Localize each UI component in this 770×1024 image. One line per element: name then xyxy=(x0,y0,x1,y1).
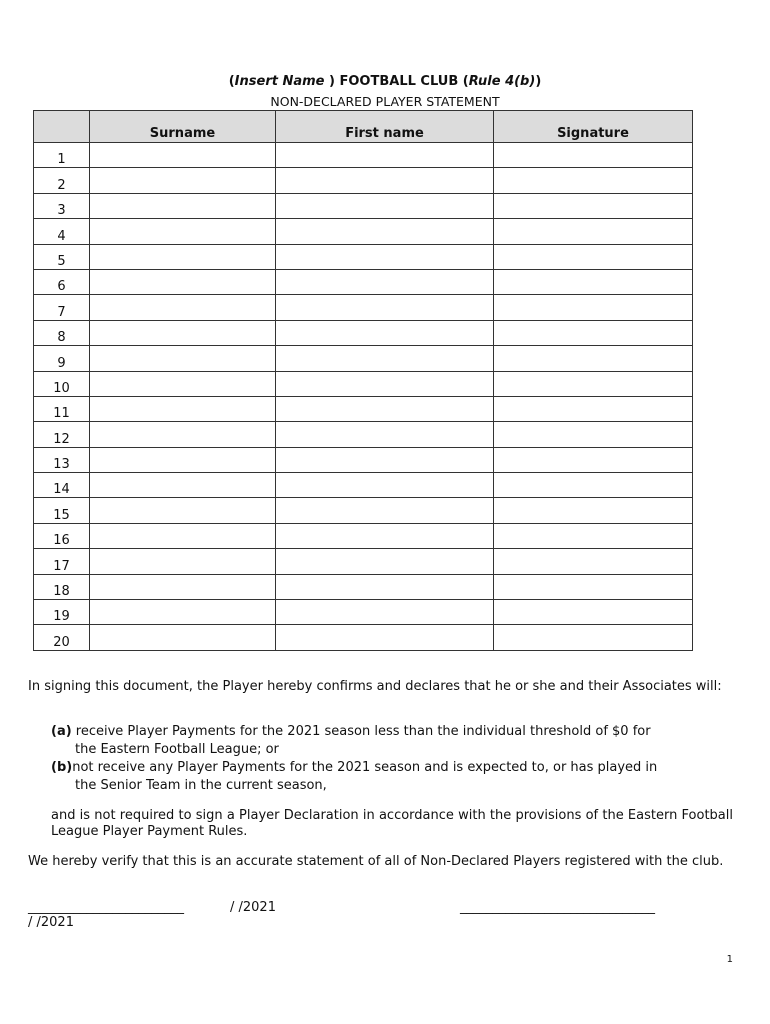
signature-cell[interactable] xyxy=(494,473,693,498)
first-name-cell[interactable] xyxy=(276,498,494,523)
table-row xyxy=(34,600,693,625)
signature-cell[interactable] xyxy=(494,523,693,548)
first-name-cell[interactable] xyxy=(276,549,494,574)
first-name-cell[interactable] xyxy=(276,295,494,320)
signature-cell[interactable] xyxy=(494,143,693,168)
first-name-cell[interactable] xyxy=(276,371,494,396)
date-field-1: / /2021 xyxy=(230,900,276,915)
first-name-cell[interactable] xyxy=(276,143,494,168)
closing-paragraph: and is not required to sign a Player Declaration in accordance with the provisions of the Eastern Football League Player Payment Rules. xyxy=(51,808,733,839)
surname-cell[interactable] xyxy=(90,371,276,396)
list-item-a xyxy=(51,723,731,759)
table-row xyxy=(34,320,693,345)
table-row xyxy=(34,549,693,574)
title-placeholder: Insert Name xyxy=(234,74,325,89)
verification-paragraph: We hereby verify that this is an accurate statement of all of Non-Declared Players registered with the club. xyxy=(28,854,724,869)
item-a-text: receive Player Payments for the 2021 season less than the individual threshold of $0 for xyxy=(71,724,651,739)
surname-cell[interactable] xyxy=(90,320,276,345)
surname-cell[interactable] xyxy=(90,447,276,472)
signature-cell[interactable] xyxy=(494,574,693,599)
table-row xyxy=(34,523,693,548)
surname-cell[interactable] xyxy=(90,549,276,574)
surname-cell[interactable] xyxy=(90,143,276,168)
table-row xyxy=(34,295,693,320)
row-number: 4 xyxy=(34,219,90,244)
table-row xyxy=(34,168,693,193)
surname-cell[interactable] xyxy=(90,346,276,371)
first-name-cell[interactable] xyxy=(276,447,494,472)
first-name-cell[interactable] xyxy=(276,168,494,193)
item-a-label: (a) xyxy=(51,724,72,739)
signature-cell[interactable] xyxy=(494,320,693,345)
first-name-cell[interactable] xyxy=(276,320,494,345)
surname-cell[interactable] xyxy=(90,295,276,320)
surname-cell[interactable] xyxy=(90,498,276,523)
row-number: 18 xyxy=(34,574,90,599)
table-row xyxy=(34,396,693,421)
table-row xyxy=(34,269,693,294)
surname-cell[interactable] xyxy=(90,219,276,244)
header-surname: Surname xyxy=(90,111,276,143)
row-number: 12 xyxy=(34,422,90,447)
row-number: 1 xyxy=(34,143,90,168)
table-row xyxy=(34,447,693,472)
surname-cell[interactable] xyxy=(90,625,276,650)
row-number: 15 xyxy=(34,498,90,523)
row-number: 8 xyxy=(34,320,90,345)
date-field-2: / /2021 xyxy=(28,915,74,930)
first-name-cell[interactable] xyxy=(276,473,494,498)
table-row xyxy=(34,371,693,396)
first-name-cell[interactable] xyxy=(276,625,494,650)
surname-cell[interactable] xyxy=(90,269,276,294)
first-name-cell[interactable] xyxy=(276,422,494,447)
row-number: 11 xyxy=(34,396,90,421)
header-first-name: First name xyxy=(276,111,494,143)
row-number: 7 xyxy=(34,295,90,320)
table-row xyxy=(34,625,693,650)
item-b-text: not receive any Player Payments for the 2021 season and is expected to, or has played in xyxy=(72,760,658,775)
player-table xyxy=(33,110,693,651)
header-number xyxy=(34,111,90,143)
table-row xyxy=(34,473,693,498)
table-row xyxy=(34,244,693,269)
signature-cell[interactable] xyxy=(494,549,693,574)
first-name-cell[interactable] xyxy=(276,193,494,218)
item-b-continuation: the Senior Team in the current season, xyxy=(75,778,327,793)
signature-cell[interactable] xyxy=(494,219,693,244)
row-number: 6 xyxy=(34,269,90,294)
signature-cell[interactable] xyxy=(494,625,693,650)
signature-line-1: ________________________ xyxy=(28,900,184,915)
signature-cell[interactable] xyxy=(494,244,693,269)
signature-cell[interactable] xyxy=(494,168,693,193)
surname-cell[interactable] xyxy=(90,574,276,599)
document-subtitle: NON-DECLARED PLAYER STATEMENT xyxy=(270,94,500,109)
surname-cell[interactable] xyxy=(90,168,276,193)
signature-cell[interactable] xyxy=(494,346,693,371)
row-number: 19 xyxy=(34,600,90,625)
intro-paragraph: In signing this document, the Player hereby confirms and declares that he or she and their Associates will: xyxy=(28,679,722,694)
table-row xyxy=(34,574,693,599)
row-number: 20 xyxy=(34,625,90,650)
signature-line-2: ______________________________ xyxy=(460,900,655,915)
table-row xyxy=(34,346,693,371)
row-number: 14 xyxy=(34,473,90,498)
row-number: 3 xyxy=(34,193,90,218)
table-row xyxy=(34,219,693,244)
surname-cell[interactable] xyxy=(90,422,276,447)
table-row xyxy=(34,143,693,168)
list-item-b xyxy=(51,759,731,795)
title-rule: Rule 4(b) xyxy=(468,74,536,89)
row-number: 10 xyxy=(34,371,90,396)
page-number: 1 xyxy=(726,954,733,965)
item-a-continuation: the Eastern Football League; or xyxy=(75,742,279,757)
surname-cell[interactable] xyxy=(90,473,276,498)
signature-cell[interactable] xyxy=(494,193,693,218)
first-name-cell[interactable] xyxy=(276,346,494,371)
row-number: 13 xyxy=(34,447,90,472)
signature-cell[interactable] xyxy=(494,371,693,396)
document-title: (Insert Name ) FOOTBALL CLUB (Rule 4(b)) xyxy=(228,74,542,89)
first-name-cell[interactable] xyxy=(276,219,494,244)
surname-cell[interactable] xyxy=(90,396,276,421)
row-number: 2 xyxy=(34,168,90,193)
title-club: FOOTBALL CLUB xyxy=(334,74,463,89)
signature-cell[interactable] xyxy=(494,600,693,625)
surname-cell[interactable] xyxy=(90,244,276,269)
surname-cell[interactable] xyxy=(90,193,276,218)
signature-cell[interactable] xyxy=(494,422,693,447)
row-number: 17 xyxy=(34,549,90,574)
signature-cell[interactable] xyxy=(494,396,693,421)
table-row xyxy=(34,422,693,447)
first-name-cell[interactable] xyxy=(276,600,494,625)
row-number: 16 xyxy=(34,523,90,548)
first-name-cell[interactable] xyxy=(276,396,494,421)
table-row xyxy=(34,498,693,523)
first-name-cell[interactable] xyxy=(276,244,494,269)
signature-cell[interactable] xyxy=(494,269,693,294)
signature-cell[interactable] xyxy=(494,498,693,523)
table-row xyxy=(34,193,693,218)
signature-cell[interactable] xyxy=(494,447,693,472)
row-number: 9 xyxy=(34,346,90,371)
table-header-row xyxy=(34,111,693,143)
first-name-cell[interactable] xyxy=(276,523,494,548)
signature-cell[interactable] xyxy=(494,295,693,320)
first-name-cell[interactable] xyxy=(276,269,494,294)
header-signature: Signature xyxy=(494,111,693,143)
first-name-cell[interactable] xyxy=(276,574,494,599)
surname-cell[interactable] xyxy=(90,523,276,548)
surname-cell[interactable] xyxy=(90,600,276,625)
item-b-label: (b) xyxy=(51,760,73,775)
row-number: 5 xyxy=(34,244,90,269)
